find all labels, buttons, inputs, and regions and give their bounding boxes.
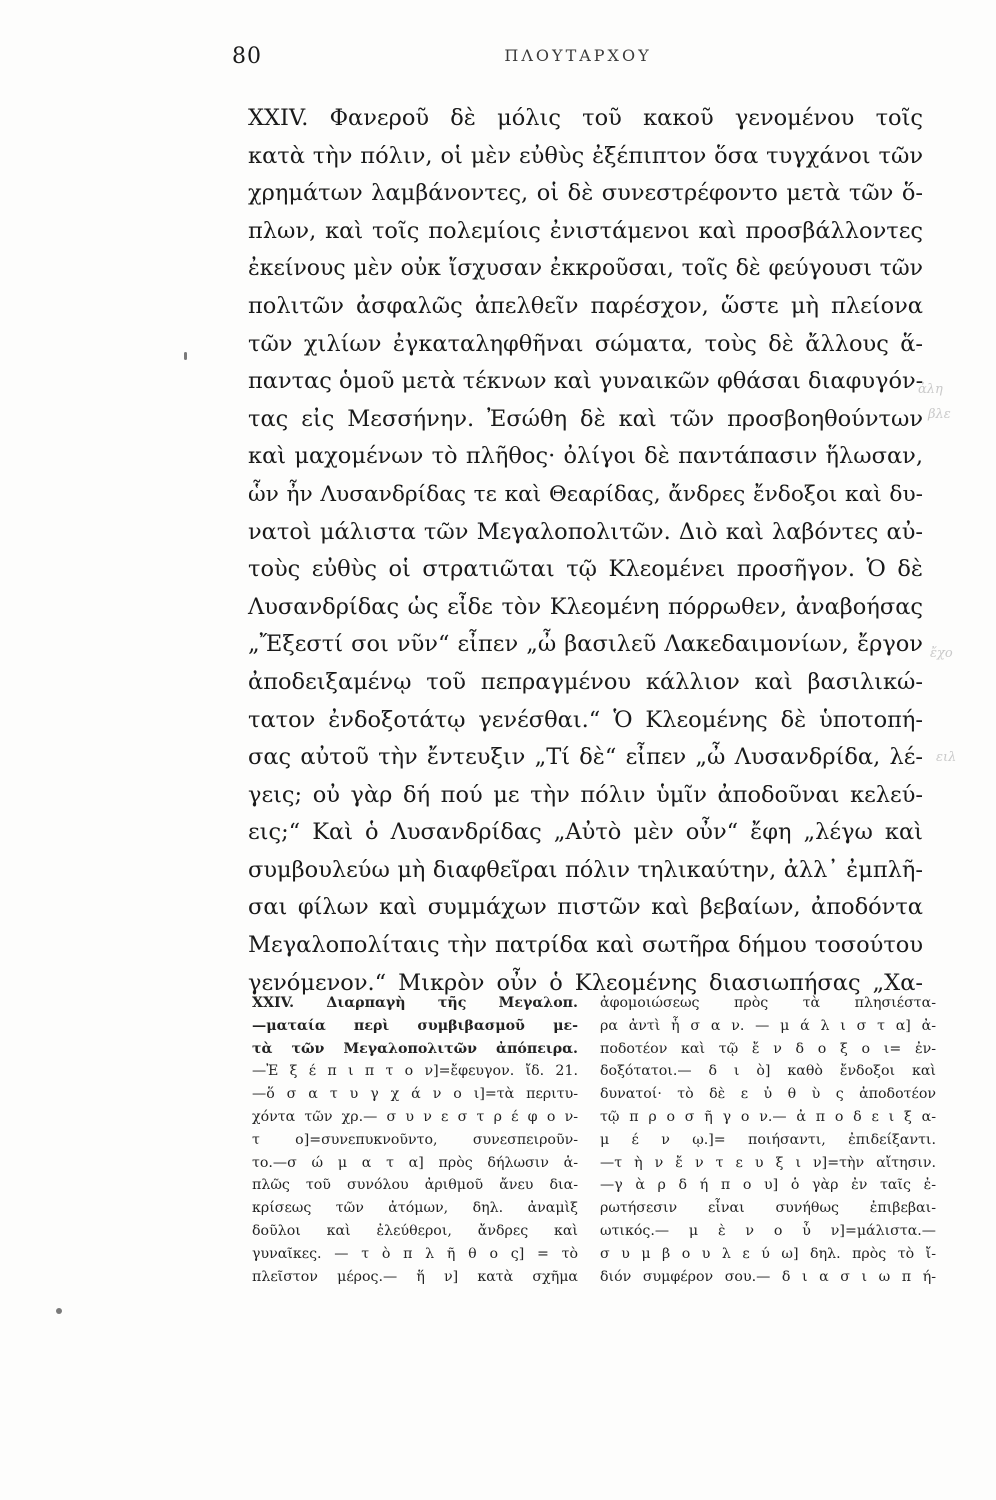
commentary-line: ποδοτέον καὶ τῷ ἔ ν δ ο ξ ο ι= ἐν- — [600, 1040, 936, 1057]
commentary-line: γυναῖκες. — τ ὸ π λ ῆ θ ο ς] = τὸ — [252, 1245, 578, 1262]
text-line: συμβουλεύω μὴ διαφθεῖραι πόλιν τηλικαύτην, ἀλλ᾽ ἐμπλῆ- — [248, 856, 923, 883]
commentary-line: τῷ π ρ ο σ ῆ γ ο ν.— ἀ π ο δ ε ι ξ α- — [600, 1108, 936, 1125]
commentary-line: ρα ἀντὶ ἧ σ α ν. — μ ά λ ι σ τ α] ἀ- — [600, 1017, 936, 1034]
paper-speck — [56, 1308, 62, 1314]
commentary-line: μ έ ν ῳ.]= ποιήσαντι, ἐπιδείξαντι. — [600, 1131, 936, 1148]
commentary-line: σ υ μ β ο υ λ ε ύ ω] δηλ. πρὸς τὸ ἴ- — [600, 1245, 936, 1262]
faint-margin-mark: ειλ — [936, 750, 957, 765]
commentary-column-left — [252, 992, 578, 1288]
commentary-line: δοξότατοι.— δ ι ὸ] καθὸ ἔνδοξοι καὶ — [600, 1063, 936, 1080]
running-head — [232, 44, 924, 74]
commentary-line: κρίσεως τῶν ἀτόμων, δηλ. ἀναμὶξ — [252, 1200, 578, 1217]
commentary-line: το.—σ ώ μ α τ α] πρὸς δήλωσιν ἁ- — [252, 1154, 578, 1171]
page-number: 80 — [232, 44, 262, 69]
commentary-heading-line: XXIV. Διαρπαγὴ τῆς Μεγαλοπ. — [252, 995, 578, 1011]
commentary-line: ρωτήσεσιν εἶναι συνήθως ἐπιβεβαι- — [600, 1200, 936, 1217]
commentary-line: πλῶς τοῦ συνόλου ἀριθμοῦ ἄνευ δια- — [252, 1177, 578, 1194]
commentary-line: τ ο]=συνεπυκνοῦντο, συνεσπειροῦν- — [252, 1131, 578, 1148]
running-title: ΠΛΟΥΤΑΡΧΟΥ — [504, 46, 652, 65]
commentary-line: διόν συμφέρον σου.— δ ι α σ ι ω π ή- — [600, 1268, 936, 1285]
commentary-notes — [252, 992, 936, 1332]
commentary-line: δοῦλοι καὶ ἐλεύθεροι, ἄνδρες καὶ — [252, 1222, 578, 1239]
text-line: γενόμενον.“ Μικρὸν οὖν ὁ Κλεομένης διασιωπήσας „Χα- — [248, 969, 923, 996]
commentary-heading-line: —ματαία περὶ συμβιβασμοῦ με- — [252, 1017, 578, 1034]
text-line: νατοὶ μάλιστα τῶν Μεγαλοπολιτῶν. Διὸ καὶ λαβόντες αὐ- — [248, 518, 923, 545]
text-line: Λυσανδρίδας ὡς εἶδε τὸν Κλεομένη πόρρωθεν, ἀναβοήσας — [248, 593, 923, 620]
faint-margin-mark: ἔχο — [930, 646, 953, 661]
commentary-line: —ὅ σ α τ υ γ χ ά ν ο ι]=τὰ περιτυ- — [252, 1086, 578, 1103]
text-line: τῶν χιλίων ἐγκαταληφθῆναι σώματα, τοὺς δὲ ἄλλους ἅ- — [248, 330, 923, 357]
commentary-line: —τ ὴ ν ἔ ν τ ε υ ξ ι ν]=τὴν αἴτησιν. — [600, 1154, 936, 1171]
text-line: ἐκείνους μὲν οὐκ ἴσχυσαν ἐκκροῦσαι, τοῖς δὲ φεύγουσι τῶν — [248, 256, 923, 282]
commentary-line: πλεῖστον μέρος.— ἥ ν] κατὰ σχῆμα — [252, 1268, 578, 1285]
commentary-line: ωτικός.— μ ὲ ν ο ὖ ν]=μάλιστα.— — [600, 1222, 936, 1239]
text-line: τοὺς εὐθὺς οἱ στρατιῶται τῷ Κλεομένει προσῆγον. Ὁ δὲ — [248, 556, 923, 583]
text-line: εις;“ Καὶ ὁ Λυσανδρίδας „Αὐτὸ μὲν οὖν“ ἔφη „λέγω καὶ — [248, 819, 923, 846]
text-line: τατον ἐνδοξοτάτῳ γενέσθαι.“ Ὁ Κλεομένης δὲ ὑποτοπή- — [248, 706, 923, 733]
text-line: γεις; οὐ γὰρ δή πού με τὴν πόλιν ὑμῖν ἀποδοῦναι κελεύ- — [248, 781, 923, 808]
text-line: κατὰ τὴν πόλιν, οἱ μὲν εὐθὺς ἐξέπιπτον ὅσα τυγχάνοι τῶν — [248, 142, 923, 169]
commentary-heading-line: τὰ τῶν Μεγαλοπολιτῶν ἀπόπειρα. — [252, 1040, 578, 1057]
commentary-line: χόντα τῶν χρ.— σ υ ν ε σ τ ρ έ φ ο ν- — [252, 1108, 578, 1125]
text-line: παντας ὁμοῦ μετὰ τέκνων καὶ γυναικῶν φθάσαι διαφυγόν- — [248, 368, 924, 395]
main-text-block — [248, 100, 923, 1002]
faint-margin-mark: βλε — [928, 407, 951, 422]
text-line: XXIV. Φανεροῦ δὲ μόλις τοῦ κακοῦ γενομένου τοῖς — [248, 105, 923, 131]
commentary-line: —γ ὰ ρ δ ή π ο υ] ὁ γὰρ ἐν ταῖς ἐ- — [600, 1177, 936, 1194]
text-line: Μεγαλοπολίταις τὴν πατρίδα καὶ σωτῆρα δήμου τοσούτου — [248, 932, 923, 959]
faint-margin-mark: ἀλη — [918, 382, 943, 397]
text-line: πολιτῶν ἀσφαλῶς ἀπελθεῖν παρέσχον, ὥστε μὴ πλείονα — [248, 292, 923, 319]
commentary-line: ἀφομοιώσεως πρὸς τὰ πλησιέστα- — [600, 995, 936, 1011]
text-line: ἀποδειξαμένῳ τοῦ πεπραγμένου κάλλιον καὶ βασιλικώ- — [248, 668, 923, 695]
text-line: σας αὐτοῦ τὴν ἔντευξιν „Τί δὲ“ εἶπεν „ὦ Λυσανδρίδα, λέ- — [248, 744, 923, 771]
text-line: ὧν ἦν Λυσανδρίδας τε καὶ Θεαρίδας, ἄνδρες ἔνδοξοι καὶ δυ- — [248, 481, 923, 507]
text-line: „Ἔξεστί σοι νῦν“ εἶπεν „ὦ βασιλεῦ Λακεδαιμονίων, ἔργον — [248, 631, 923, 658]
paper-speck — [184, 352, 187, 360]
text-line: τας εἰς Μεσσήνην. Ἐσώθη δὲ καὶ τῶν προσβοηθούντων — [248, 405, 923, 432]
commentary-line: —Ἐ ξ έ π ι π τ ο ν]=ἔφευγον. ἴδ. 21. — [252, 1063, 578, 1080]
commentary-column-right — [600, 992, 936, 1288]
commentary-line: δυνατοί· τὸ δὲ ε ὐ θ ὺ ς ἀποδοτέον — [600, 1086, 936, 1103]
text-line: σαι φίλων καὶ συμμάχων πιστῶν καὶ βεβαίων, ἀποδόντα — [248, 894, 923, 921]
text-line: χρημάτων λαμβάνοντες, οἱ δὲ συνεστρέφοντο μετὰ τῶν ὅ- — [248, 180, 923, 207]
text-line: καὶ μαχομένων τὸ πλῆθος· ὀλίγοι δὲ παντάπασιν ἥλωσαν, — [248, 443, 923, 470]
text-line: πλων, καὶ τοῖς πολεμίοις ἐνιστάμενοι καὶ προσβάλλοντες — [248, 217, 923, 244]
